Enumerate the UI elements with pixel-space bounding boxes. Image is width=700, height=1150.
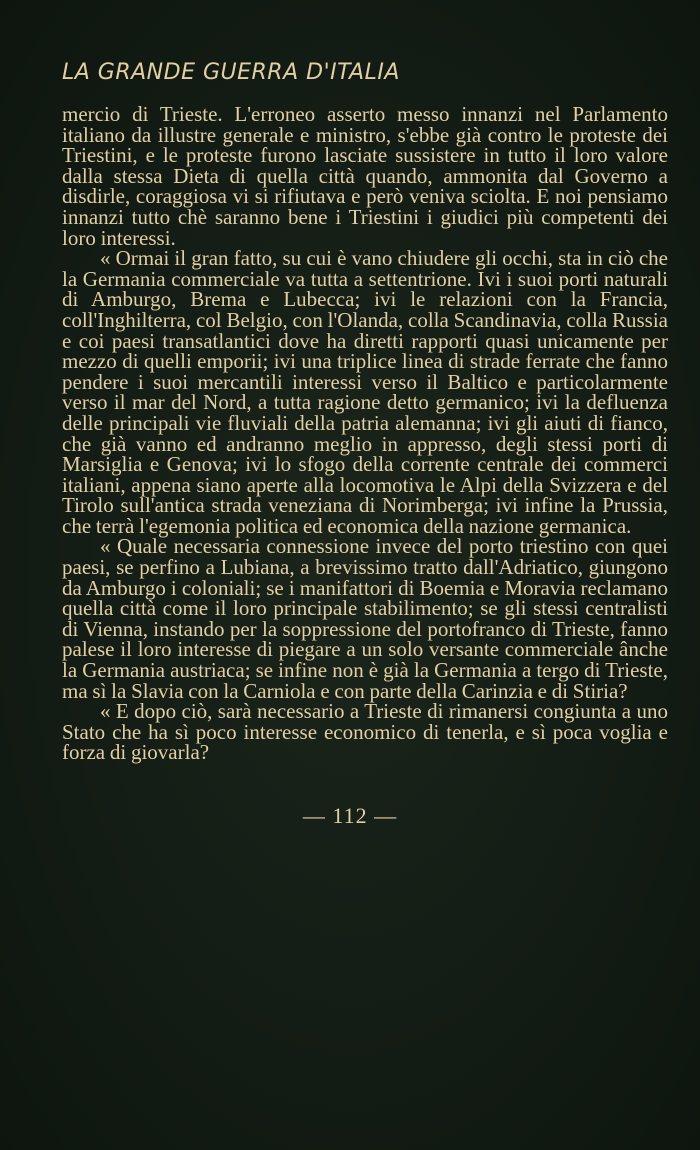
- paragraph-1: mercio di Trieste. L'erroneo asserto messo innanzi nel Parlamento italiano da illustre generale e ministro, s'ebbe già contro le proteste dei Triestini, e le proteste furono lasciate sussistere in tutto il loro valore dalla stessa Dieta di quella città quando, ammonita dal Governo a disdirle, coraggiosa vi si rifiutava e però veniva sciolta. E noi pensiamo innanzi tutto chè saranno bene i Triestini i giudici più competenti dei loro interessi.: [62, 102, 668, 250]
- body-text: [62, 104, 668, 763]
- paragraph-2: « Ormai il gran fatto, su cui è vano chiudere gli occhi, sta in ciò che la Germania commerciale va tutta a settentrione. Ivi i suoi porti naturali di Amburgo, Brema e Lubecca; ivi le relazioni con la Francia, coll'Inghilterra, col Belgio, con l'Olanda, colla Scandinavia, colla Russia e coi paesi transatlantici dove ha diretti rapporti quasi unicamente per mezzo di quelli emporii; ivi una triplice linea di strade ferrate che fanno pendere i suoi mercantili interessi verso il Baltico e particolarmente verso il mar del Nord, a tutta ragione detto germanico; ivi la defluenza delle principali vie fluviali della patria alemanna; ivi gli aiuti di fianco, che già vanno ed andranno meglio in appresso, degli stessi porti di Marsiglia e Genova; ivi lo sfogo della corrente centrale dei commerci italiani, appena siano aperte alla locomotiva le Alpi della Svizzera e del Tirolo sull'antica strada veneziana di Norimberga; ivi infine la Prussia, che terrà l'egemonia politica ed economica della nazione germanica.: [62, 246, 668, 538]
- running-title: LA GRANDE GUERRA D'ITALIA: [62, 60, 400, 85]
- paragraph-3: « Quale necessaria connessione invece del porto triestino con quei paesi, se perfino a Lubiana, a brevissimo tratto dall'Adriatico, giungono da Amburgo i coloniali; se i manifattori di Boemia e Moravia reclamano quella città come il loro principale stabilimento; se gli stessi centralisti di Vienna, instando per la soppressione del portofranco di Trieste, fanno palese il loro interesse di piegare a un solo versante commerciale ânche la Germania austriaca; se infine non è già la Germania a tergo di Trieste, ma sì la Slavia con la Carniola e con parte della Carinzia e di Stiria?: [62, 534, 668, 703]
- paragraph-4: « E dopo ciò, sarà necessario a Trieste di rimanersi congiunta a uno Stato che ha sì poco interesse economico di tenerla, e sì poca voglia e forza di giovarla?: [62, 699, 668, 765]
- page-number: — 112 —: [302, 803, 398, 828]
